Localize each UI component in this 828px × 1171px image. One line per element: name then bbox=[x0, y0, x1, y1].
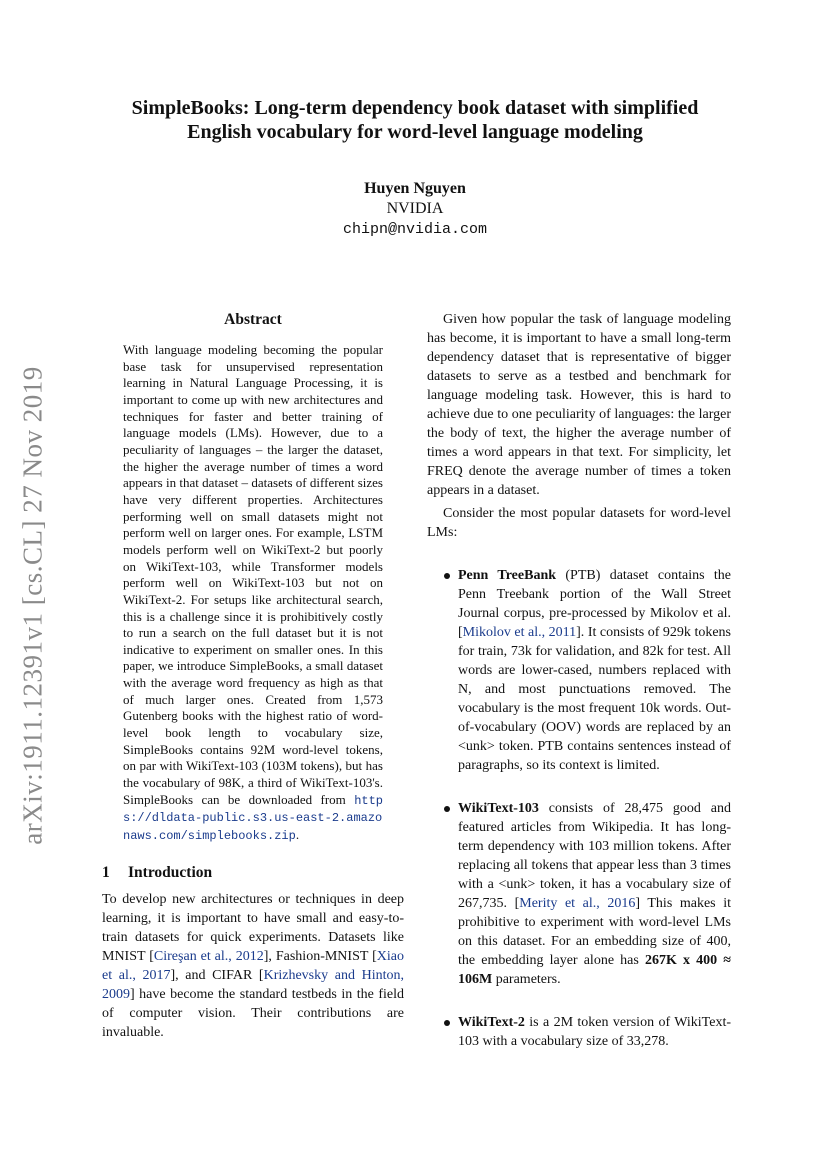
bullet-dot-icon bbox=[444, 1020, 450, 1026]
list-item-wikitext2 bbox=[427, 1013, 731, 1051]
right-paragraph-1: Given how popular the task of language modeling has become, it is important to have a small long-term dependency dataset that is representative of bigger datasets to serve as a testbed and benchmark for language modeling task. However, this is hard to achieve due to one peculiarity of languages: the larger the body of text, the higher the average number of times a word appears in that text. For simplicity, let FREQ denote the average number of times a token appears in a dataset. bbox=[427, 312, 731, 498]
ptb-text-a: (PTB) dataset contains the Penn Treebank portion of the Wall Street Journal corpus, pre-processed by Mikolov et al. [ bbox=[458, 568, 731, 640]
title-line-2: English vocabulary for word-level language modeling bbox=[187, 121, 643, 143]
wt103-text-a: consists of 28,475 good and featured articles from Wikipedia. It has long-term dependency with 103 million tokens. After replacing all tokens that appear less than 3 times with a <unk> token, it has a vocabulary size of 267,735. [ bbox=[458, 801, 731, 911]
author-affiliation: NVIDIA bbox=[386, 200, 444, 217]
bullet-dot-icon bbox=[444, 573, 450, 579]
intro-text-c: ], and CIFAR [ bbox=[170, 967, 264, 983]
citation-krizhevsky[interactable]: Krizhevsky and Hinton, 2009 bbox=[102, 967, 404, 1002]
bullet-dot-icon bbox=[444, 806, 450, 812]
paper-title bbox=[100, 96, 730, 144]
section-title: Introduction bbox=[128, 863, 213, 881]
dataset-list bbox=[427, 566, 731, 1051]
list-item-ptb bbox=[427, 566, 731, 775]
ptb-text-b: ]. It consists of 929k tokens for train, 73k for validation, and 82k for test. All words are lower-cased, numbers replaced with N, and most punctuations removed. The vocabulary is the most frequent 10k words. Out-of-vocabulary (OOV) words are replaced by an <unk> token. PTB contains sentences instead of paragraphs, so its context is limited. bbox=[458, 625, 731, 773]
dataset-download-link[interactable]: https://dldata-public.s3.us-east-2.amazonaws.com/simplebooks.zip bbox=[123, 793, 383, 844]
right-paragraph-2: Consider the most popular datasets for word-level LMs: bbox=[427, 506, 731, 540]
section-number: 1 bbox=[102, 863, 110, 881]
wt103-text-b: ] This makes it prohibitive to experiment with word-level LMs on this dataset. For an embedding size of 400, the embedding layer alone has bbox=[458, 896, 732, 968]
wt103-text-c: parameters. bbox=[492, 972, 561, 987]
abstract-heading: Abstract bbox=[224, 311, 282, 328]
abstract-text: With language modeling becoming the popular base task for unsupervised representation learning in Natural Language Processing, it is important to come up with new architectures and techniques for faster and better training of language models (LMs). However, due to a peculiarity of languages – the larger the dataset, the higher the average number of times a word appears in that dataset – datasets of different sizes have very different properties. Architectures performing well on small datasets might not perform well on larger ones. For example, LSTM models perform well on WikiText-2 but poorly on WikiText-103, while Transformer models perform well on WikiText-103 but not on WikiText-2. For setups like architectural search, this is a challenge since it is prohibitively costly to run a search on the full dataset but it is not indicative to experiment on smaller ones. In this paper, we introduce SimpleBooks, a small dataset with the average word frequency as high as that of much larger ones. Created from 1,573 Gutenberg books with the highest ratio of word-level book length to vocabulary size, SimpleBooks contains 92M word-level tokens, on par with WikiText-103 (103M tokens), but has the vocabulary of 98K, a third of WikiText-103's. SimpleBooks can be downloaded from bbox=[123, 342, 383, 807]
author-name: Huyen Nguyen bbox=[364, 180, 466, 197]
wt2-name: WikiText-2 bbox=[458, 1015, 525, 1030]
citation-ciresan[interactable]: Cireşan et al., 2012 bbox=[153, 948, 264, 964]
citation-xiao[interactable]: Xiao et al., 2017 bbox=[102, 948, 404, 983]
introduction-heading bbox=[102, 863, 404, 883]
intro-paragraph bbox=[102, 890, 404, 1042]
arxiv-identifier-sidebar bbox=[8, 360, 58, 850]
wt2-text-a: is a 2M token version of WikiText-103 with a vocabulary size of 33,278. bbox=[458, 1015, 731, 1049]
left-column bbox=[102, 310, 404, 1042]
citation-mikolov[interactable]: Mikolov et al., 2011 bbox=[462, 625, 577, 640]
title-line-1: SimpleBooks: Long-term dependency book dataset with simplified bbox=[131, 97, 699, 119]
wt103-name: WikiText-103 bbox=[458, 801, 539, 816]
author-email: chipn@nvidia.com bbox=[342, 221, 488, 238]
intro-text-a: To develop new architectures or techniques in deep learning, it is important to have small and easy-to-train datasets for quick experiments. Datasets like MNIST [ bbox=[102, 891, 404, 964]
abstract-end: . bbox=[295, 827, 300, 843]
list-item-wikitext103 bbox=[427, 799, 731, 989]
wt103-param-count: 267K x 400 ≈ 106M bbox=[458, 953, 731, 987]
citation-merity[interactable]: Merity et al., 2016 bbox=[519, 896, 636, 911]
abstract-body bbox=[123, 342, 383, 845]
ptb-name: Penn TreeBank bbox=[458, 568, 557, 583]
author-block bbox=[100, 178, 730, 241]
right-column bbox=[427, 310, 731, 1075]
arxiv-id: arXiv:1911.12391v1 [cs.CL] 27 Nov 2019 bbox=[17, 365, 48, 845]
intro-text-d: ] have become the standard testbeds in the field of computer vision. Their contributions are invaluable. bbox=[102, 986, 404, 1040]
intro-text-b: ], Fashion-MNIST [ bbox=[263, 948, 377, 964]
